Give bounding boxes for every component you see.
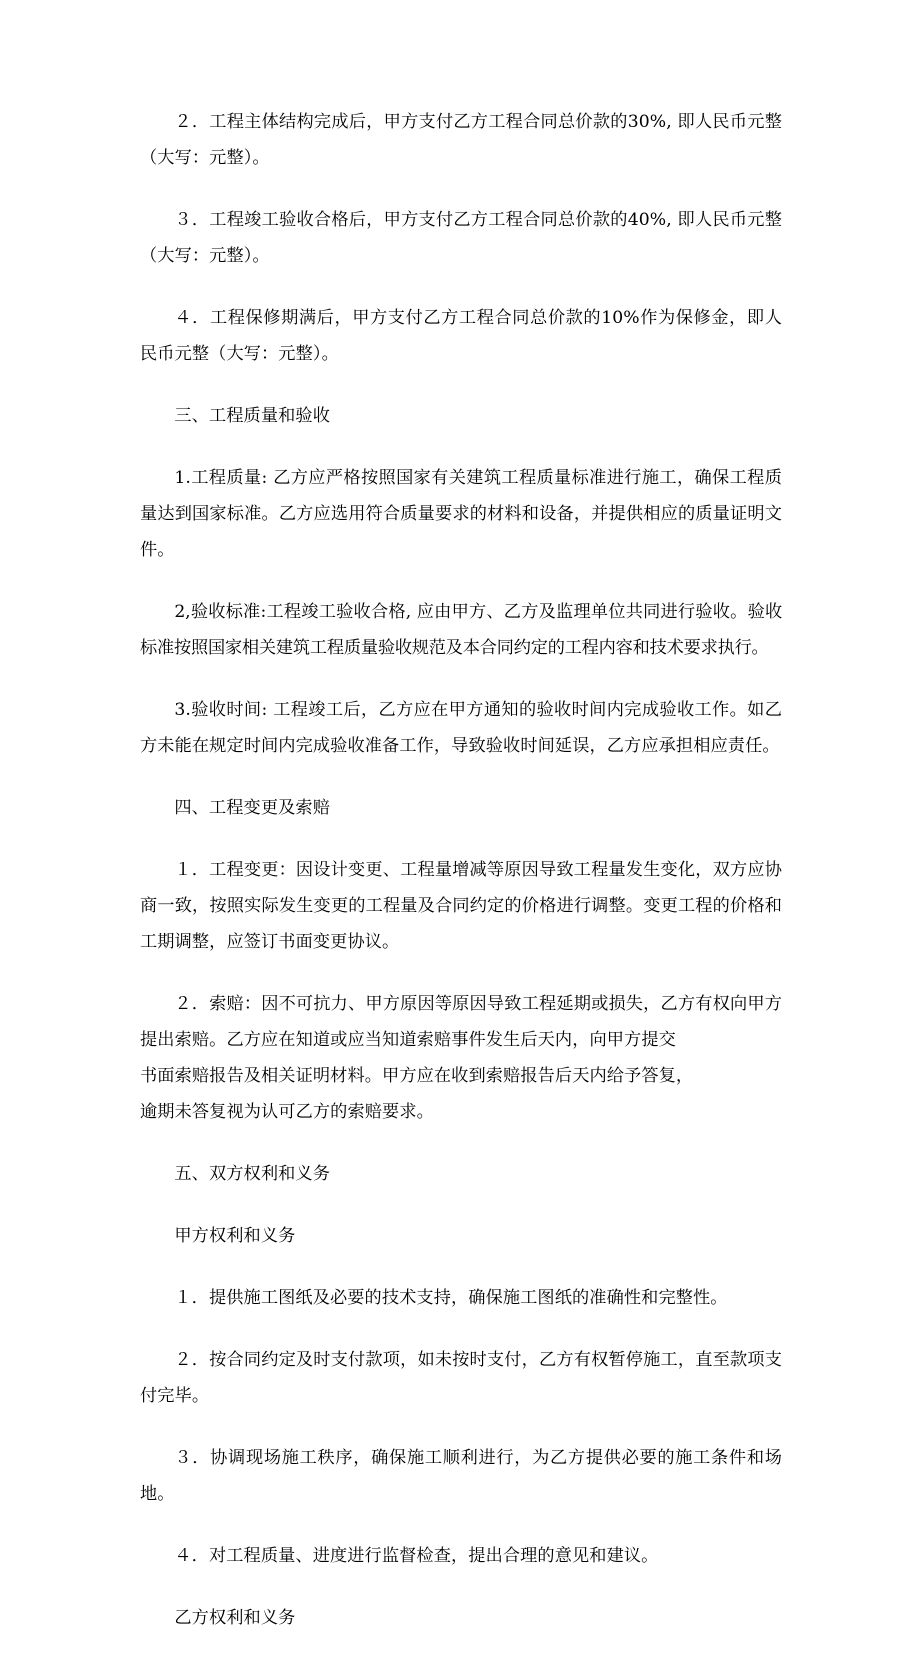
party-a-subheading: 甲方权利和义务: [174, 1226, 296, 1246]
claim-clause-2-line-3: 逾期未答复视为认可乙方的索赔要求。: [140, 1102, 434, 1122]
party-a-duty-2: ２．按合同约定及时支付款项，如未按时支付，乙方有权暂停施工，直至款项支付完毕。: [140, 1350, 782, 1406]
quality-clause-1: 1.工程质量: 乙方应严格按照国家有关建筑工程质量标准进行施工，确保工程质量达到国家标准。乙方应选用符合质量要求的材料和设备，并提供相应的质量证明文件。: [140, 468, 782, 560]
claim-clause-2-line-1: ２．索赔：因不可抗力、甲方原因等原因导致工程延期或损失，乙方有权向甲方提出索赔。乙方应在知道或应当知道索赔事件发生后天内，向甲方提交: [140, 994, 782, 1050]
section-heading-four: 四、工程变更及索赔: [174, 798, 330, 818]
section-heading-three: 三、工程质量和验收: [174, 406, 330, 426]
change-clause-1: １．工程变更：因设计变更、工程量增减等原因导致工程量发生变化，双方应协商一致，按照实际发生变更的工程量及合同约定的价格进行调整。变更工程的价格和工期调整，应签订书面变更协议。: [140, 860, 782, 952]
party-a-duty-4: ４．对工程质量、进度进行监督检查，提出合理的意见和建议。: [174, 1546, 659, 1566]
payment-term-4: ４．工程保修期满后，甲方支付乙方工程合同总价款的10%作为保修金，即人民币元整（大写：元整）。: [140, 308, 782, 364]
quality-clause-3: 3.验收时间: 工程竣工后，乙方应在甲方通知的验收时间内完成验收工作。如乙方未能在规定时间内完成验收准备工作，导致验收时间延误，乙方应承担相应责任。: [140, 700, 782, 756]
quality-clause-2: 2,验收标准:工程竣工验收合格, 应由甲方、乙方及监理单位共同进行验收。验收标准按照国家相关建筑工程质量验收规范及本合同约定的工程内容和技术要求执行。: [140, 602, 782, 658]
claim-clause-2: [140, 986, 782, 1130]
party-a-duty-1: １．提供施工图纸及必要的技术支持，确保施工图纸的准确性和完整性。: [174, 1288, 728, 1308]
document-body: [140, 104, 782, 1662]
payment-term-2: ２．工程主体结构完成后，甲方支付乙方工程合同总价款的30%, 即人民币元整（大写：元整）。: [140, 112, 782, 168]
party-b-subheading: 乙方权利和义务: [174, 1608, 296, 1628]
claim-clause-2-line-2: 书面索赔报告及相关证明材料。甲方应在收到索赔报告后天内给予答复，: [140, 1066, 694, 1086]
payment-term-3: ３．工程竣工验收合格后，甲方支付乙方工程合同总价款的40%, 即人民币元整（大写：元整）。: [140, 210, 782, 266]
section-heading-five: 五、双方权利和义务: [174, 1164, 330, 1184]
party-a-duty-3: ３．协调现场施工秩序，确保施工顺利进行，为乙方提供必要的施工条件和场地。: [140, 1448, 782, 1504]
